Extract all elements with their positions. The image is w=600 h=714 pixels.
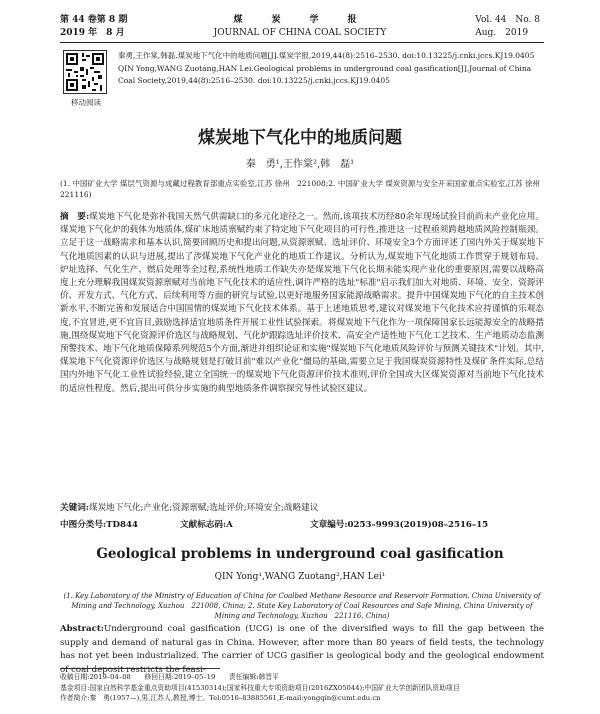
keywords-cn-label: 关键词:: [60, 503, 89, 513]
abstract-en-text: Underground coal gasification (UCG) is one of the diversified ways to fill the gap between the supply and demand of natural gas in China. However, after more than 80 years of field tests, the technology has not yet been industrialized. The carrier of UCG gasifier is geological body and the geological endowment of coal deposit restricts the feasi-: [60, 624, 544, 675]
qr-code-icon[interactable]: [63, 50, 107, 94]
header-rule: [60, 42, 544, 43]
abstract-cn: [60, 211, 544, 396]
journal-header: [0, 0, 600, 46]
journal-name-cn: 煤 炭 学 报: [233, 15, 367, 25]
title-en: Geological problems in underground coal gasification: [96, 546, 504, 562]
abstract-cn-label: 摘 要:: [60, 212, 90, 222]
citation-cn: 秦勇,王作棠,韩磊.煤炭地下气化中的地质问题[J].煤炭学报,2019,44(8):2516–2530. doi:10.13225/j.cnki.jccs.KJ19.0405: [118, 51, 535, 60]
footnote-fund: 基金项目:国家自然科学基金重点资助项目(41530314);国家科技重大专项资助项目(2016ZX05044);中国矿业大学创新团队资助项目: [60, 683, 460, 692]
authors-en: QIN Yong¹,WANG Zuotang²,HAN Lei¹: [214, 572, 386, 582]
date-cn: 2019 年 8 月: [60, 28, 125, 38]
keywords-cn-text: 煤炭地下气化;产业化;资源禀赋;选址评价;环境安全;战略建议: [88, 503, 319, 513]
citation-en: QIN Yong,WANG Zuotang,HAN Lei.Geological problems in underground coal gasification[J].Journal of China Coal Society,2019,44(8):2516–2530. doi:10.13225/j.cnki.jccs.KJ19.0405: [118, 64, 532, 85]
title-cn: 煤炭地下气化中的地质问题: [198, 128, 402, 148]
citation-block: [118, 50, 548, 88]
volume-en: Vol. 44 No. 8: [475, 15, 540, 25]
journal-name-en: JOURNAL OF CHINA COAL SOCIETY: [213, 28, 387, 38]
mobile-reading-label: 移动阅读: [71, 98, 101, 107]
volume-cn: 第 44 卷第 8 期: [60, 15, 128, 25]
authors-cn: 秦 勇¹,王作棠²,韩 磊¹: [245, 159, 355, 170]
header-right: [475, 14, 540, 40]
footnote-author: 作者简介:秦 勇(1957—),男,江苏人,教授,博士。Tel:0516–83885561,E-mail:yongqin@cumt.edu.cn: [60, 694, 381, 702]
keywords-cn: [60, 502, 544, 515]
footnote-received: 收稿日期:2019–04–08 修回日期:2019–05–19 责任编辑:韩晋平: [60, 673, 279, 681]
document-code: 文献标志码:A: [180, 520, 233, 530]
footnote-rule: [60, 668, 220, 669]
affiliation-cn: (1. 中国矿业大学 煤层气资源与成藏过程教育部重点实验室,江苏 徐州 221008;2. 中国矿业大学 煤炭资源与安全开采国家重点实验室,江苏 徐州 221116): [60, 179, 548, 199]
abstract-en-label: Abstract:: [60, 624, 104, 634]
footnote: [60, 672, 544, 704]
article-number: 文章编号:0253–9993(2019)08–2516–15: [310, 520, 489, 530]
date-en: Aug. 2019: [475, 28, 529, 38]
clc-number: 中图分类号:TD844: [60, 520, 138, 530]
affiliation-en: (1. Key Laboratory of the Ministry of Education of China for Coalbed Methane Resource and Reservoir Formation, China University of Mining and Technology, Xuzhou 221008, China; 2. State Key Laboratory of Coal Resources and Safe Mining, China University of Mining and Technology, Xuzhou 221116, China): [63, 592, 541, 620]
abstract-cn-text: 煤炭地下气化是弥补我国天然气供需缺口的多元化途径之一。然而,该项技术历经80余年现场试验目前尚未产业化应用。煤炭地下气化炉的载体为地质体,煤矿床地质禀赋约束了特定地下气化项目的可行性,推进这一过程亟须跨越地质风险控制瓶颈。立足于这一战略需求和基本认识,简要回顾历史和提出问题,从资源禀赋、选址评价、环境安全3个方面评述了国内外关于煤炭地下气化地质因素的认识与进展,提出了涉煤炭地下气化产业化的地质工作建议。分析认为,煤炭地下气化地质工作贯穿于规划布局、炉址选择、气化生产、燃后处理等全过程,系统性地质工作缺失亦是煤炭地下气化长期未能实现产业化的重要原因,需要以战略高度上充分理解我国煤炭资源禀赋对当前地下气化技术的适应性,调许严格的选址"标准"启示我们加大对地质、环境、安全、资源评价、开发方式、气化方式、后续利用等方面的研究与试验,以更好地服务国家能源战略需求。提升中国煤炭地下气化的自主技术创新水平,不断完善和发展适合中国国情的煤炭地下气化技术体系。基于上述地质思考,建议对煤炭地下气化技术应持谨慎的乐观态度,不宜冒进,更不宜盲目,鼓励选择适宜地质条件开展工业性试验探索。将煤炭地下气化作为一项保障国家长远能源安全的战略措施,围绕煤炭地下气化资源评价选区与战略规划、气化炉跟踪选址评价技术、高安全产适性地下气化工艺技术、生产地质动态监测预警技术、地下气化地质保障系列规范5个方面,渐进并组织论证和实施"煤炭地下气化地质风险评价与预测关键技术"计划。其中,煤炭地下气化资源评价选区与战略规划是打破目前"难以产业化"僵局的基础,需要立足于我国煤炭资源特性及煤矿条件实际,总结国内外地下气化工业性试验经验,建立全国统一的煤炭地下气化资源评价技术准则,评价全国或大区煤炭资源对当前地下气化技术的适应性程度。然后,提出可供分步实施的典型地质条件调察探究导性试验区建议。: [60, 212, 544, 394]
